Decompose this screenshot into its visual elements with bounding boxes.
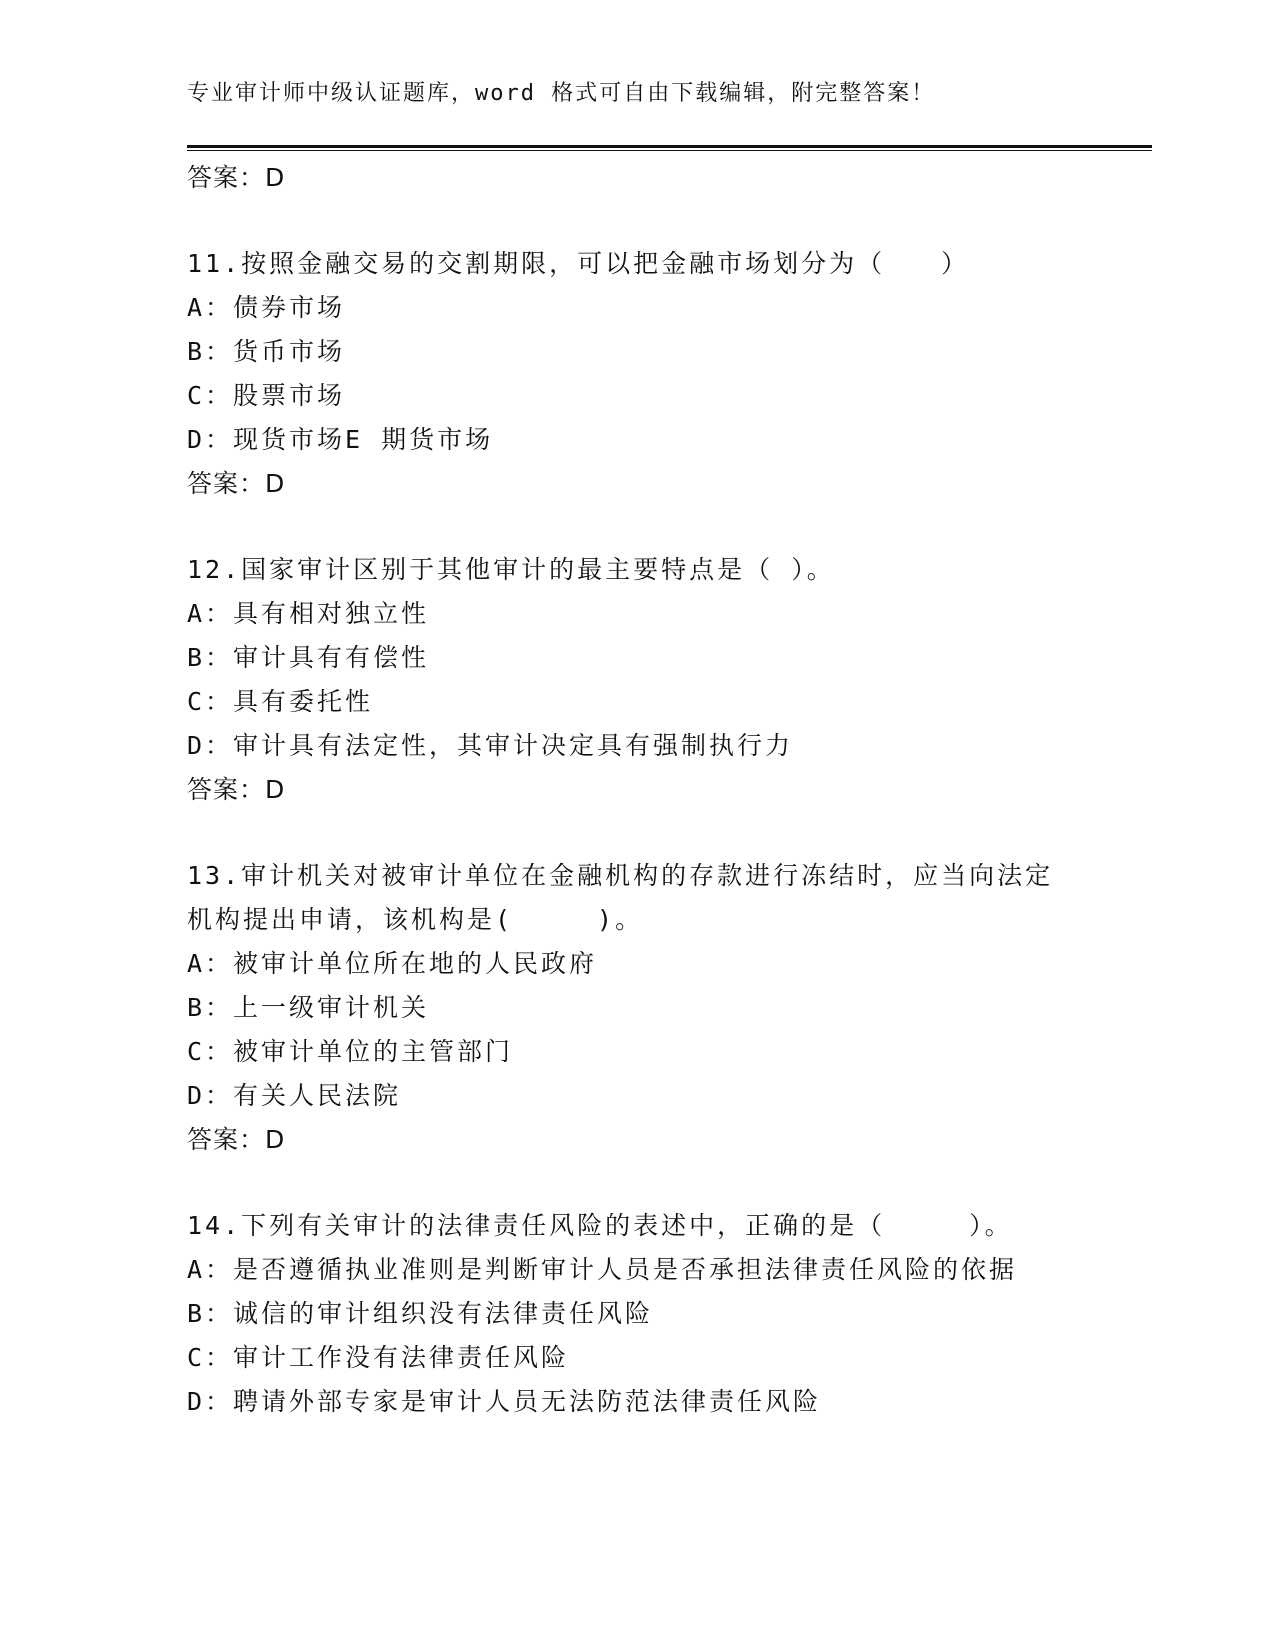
q11-option-b: B：货币市场 — [187, 337, 346, 366]
q13-answer: 答案：D — [187, 1125, 286, 1154]
q11-option-c: C：股票市场 — [187, 381, 346, 410]
q13-option-a: A：被审计单位所在地的人民政府 — [187, 949, 598, 978]
q13-option-b: B：上一级审计机关 — [187, 993, 430, 1022]
question-14: 14.下列有关审计的法律责任风险的表述中，正确的是（ ）。 — [187, 1211, 1013, 1240]
q13-option-d: D：有关人民法院 — [187, 1081, 402, 1110]
q12-option-a: A：具有相对独立性 — [187, 599, 430, 628]
q14-option-c: C：审计工作没有法律责任风险 — [187, 1343, 570, 1372]
page-header: 专业审计师中级认证题库，word 格式可自由下载编辑，附完整答案！ — [187, 81, 936, 106]
header-rule-thick — [187, 145, 1152, 148]
question-13-line-1: 13.审计机关对被审计单位在金融机构的存款进行冻结时，应当向法定 — [187, 861, 1054, 890]
q12-option-d: D：审计具有法定性，其审计决定具有强制执行力 — [187, 731, 794, 760]
q11-option-d: D：现货市场E 期货市场 — [187, 425, 494, 454]
q14-option-b: B：诚信的审计组织没有法律责任风险 — [187, 1299, 654, 1328]
q13-option-c: C：被审计单位的主管部门 — [187, 1037, 514, 1066]
q14-option-a: A：是否遵循执业准则是判断审计人员是否承担法律责任风险的依据 — [187, 1255, 1018, 1284]
q12-answer: 答案：D — [187, 775, 286, 804]
q11-answer: 答案：D — [187, 469, 286, 498]
q11-option-a: A：债券市场 — [187, 293, 346, 322]
header-rule-thin — [187, 150, 1152, 151]
q14-option-d: D：聘请外部专家是审计人员无法防范法律责任风险 — [187, 1387, 822, 1416]
answer-previous: 答案：D — [187, 163, 286, 192]
q12-option-c: C：具有委托性 — [187, 687, 374, 716]
q12-option-b: B：审计具有有偿性 — [187, 643, 430, 672]
question-12: 12.国家审计区别于其他审计的最主要特点是（ ）。 — [187, 555, 835, 584]
question-13-line-2: 机构提出申请，该机构是( )。 — [187, 905, 644, 934]
question-11: 11.按照金融交易的交割期限，可以把金融市场划分为（ ） — [187, 249, 970, 278]
